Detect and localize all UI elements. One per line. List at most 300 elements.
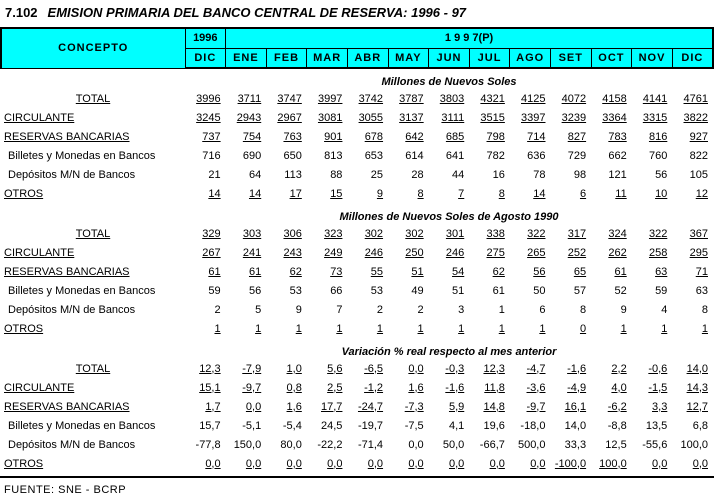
cell-value: [185, 435, 226, 454]
row-label: [1, 454, 185, 473]
cell-value: [388, 300, 429, 319]
cell-value: [469, 397, 510, 416]
cell-value: [307, 359, 348, 378]
cell-value-text: -9,7: [526, 400, 546, 413]
cell-value: [307, 397, 348, 416]
cell-value: [429, 378, 470, 397]
cell-value-text: 24,5: [321, 419, 343, 432]
cell-value-text: 4072: [561, 92, 587, 105]
cell-value: [510, 281, 551, 300]
row-label-text: OTROS: [4, 187, 44, 200]
cell-value-text: 17,7: [321, 400, 343, 413]
cell-value: [185, 281, 226, 300]
cell-value: [347, 184, 388, 203]
row-label-text: Billetes y Monedas en Bancos: [8, 419, 156, 432]
row-label-text: TOTAL: [75, 362, 111, 375]
section-title-spacer: [1, 203, 185, 224]
cell-value-text: 295: [689, 246, 708, 259]
cell-value: [510, 243, 551, 262]
cell-value: [226, 146, 267, 165]
cell-value: [672, 243, 713, 262]
cell-value: [510, 300, 551, 319]
cell-value-text: 14: [208, 187, 221, 200]
cell-value-text: 10: [655, 187, 668, 200]
cell-value: [591, 300, 632, 319]
month-header: OCT: [591, 48, 632, 68]
cell-value: [429, 300, 470, 319]
cell-value-text: 324: [608, 227, 627, 240]
cell-value-text: 685: [445, 130, 465, 143]
cell-value: [429, 127, 470, 146]
cell-value: [550, 416, 591, 435]
cell-value-text: 61: [248, 265, 262, 278]
cell-value-text: 14,3: [686, 381, 708, 394]
row-label-text: CIRCULANTE: [4, 111, 75, 124]
cell-value-text: 6: [539, 303, 546, 316]
cell-value: [469, 416, 510, 435]
row-label-text: TOTAL: [75, 92, 111, 105]
row-label: [1, 262, 185, 281]
cell-value: [672, 454, 713, 473]
source-note: FUENTE: SNE - BCRP: [4, 484, 127, 496]
cell-value: [226, 224, 267, 243]
cell-value-text: 59: [208, 284, 221, 297]
cell-value: [429, 416, 470, 435]
cell-value: [347, 146, 388, 165]
cell-value: [185, 262, 226, 281]
cell-value-text: 782: [486, 149, 505, 162]
month-header: AGO: [510, 48, 551, 68]
cell-value: [388, 108, 429, 127]
cell-value: [672, 165, 713, 184]
cell-value-text: 729: [567, 149, 587, 162]
cell-value: [226, 319, 267, 338]
table-row: [1, 281, 713, 300]
table-row: [1, 89, 713, 108]
cell-value-text: 2: [417, 303, 424, 316]
cell-value: [307, 89, 348, 108]
cell-value-text: 1: [498, 322, 505, 335]
cell-value: [632, 435, 673, 454]
cell-value: [347, 416, 388, 435]
cell-value: [550, 243, 591, 262]
cell-value-text: 9: [376, 187, 384, 200]
cell-value-text: 3,3: [652, 400, 668, 413]
cell-value-text: 760: [648, 149, 668, 162]
cell-value-text: 2: [376, 303, 384, 316]
row-label: [1, 184, 185, 203]
cell-value: [510, 127, 551, 146]
cell-value-text: 71: [695, 265, 708, 278]
cell-value: [632, 454, 673, 473]
cell-value-text: 78: [533, 168, 546, 181]
cell-value-text: -5,4: [282, 419, 302, 432]
cell-value: [307, 319, 348, 338]
row-label-text: OTROS: [4, 322, 44, 335]
cell-value-text: 4158: [602, 92, 627, 105]
cell-value: [347, 300, 388, 319]
cell-value-text: 678: [364, 130, 384, 143]
cell-value: [510, 184, 551, 203]
cell-value-text: 1: [661, 322, 668, 335]
row-label-text: Billetes y Monedas en Bancos: [8, 149, 156, 162]
month-header: JUN: [429, 48, 470, 68]
cell-value: [347, 108, 388, 127]
cell-value-text: 3996: [196, 92, 221, 105]
cell-value-text: 73: [330, 265, 343, 278]
cell-value: [672, 378, 713, 397]
cell-value-text: 21: [208, 168, 221, 181]
row-label: [1, 435, 185, 454]
cell-value: [469, 108, 510, 127]
cell-value-text: 14: [248, 187, 262, 200]
cell-value-text: 0,0: [530, 457, 546, 470]
cell-value: [307, 146, 348, 165]
cell-value: [266, 184, 307, 203]
cell-value: [591, 262, 632, 281]
cell-value-text: -100,0: [554, 457, 587, 470]
row-label-text: CIRCULANTE: [4, 381, 75, 394]
cell-value-text: -7,5: [404, 419, 424, 432]
cell-value-text: 614: [405, 149, 424, 162]
cell-value-text: 66: [330, 284, 343, 297]
cell-value: [347, 378, 388, 397]
cell-value: [266, 89, 307, 108]
cell-value: [550, 397, 591, 416]
cell-value: [307, 127, 348, 146]
cell-value: [672, 281, 713, 300]
cell-value-text: 1: [255, 322, 262, 335]
cell-value: [632, 281, 673, 300]
cell-value: [307, 165, 348, 184]
cell-value-text: 3803: [439, 92, 465, 105]
cell-value-text: 5,9: [448, 400, 465, 413]
cell-value: [347, 224, 388, 243]
cell-value-text: 44: [452, 168, 465, 181]
cell-value-text: 3: [458, 303, 465, 316]
cell-value: [185, 454, 226, 473]
cell-value-text: -7,9: [242, 362, 262, 375]
cell-value: [591, 378, 632, 397]
cell-value-text: 0,0: [245, 400, 262, 413]
cell-value: [266, 416, 307, 435]
cell-value-text: -0,3: [445, 362, 465, 375]
cell-value-text: 14,0: [686, 362, 708, 375]
cell-value: [226, 416, 267, 435]
section-title-spacer: [1, 68, 185, 89]
table-body: [1, 68, 713, 473]
table-header: [1, 28, 713, 68]
cell-value-text: 5,6: [327, 362, 343, 375]
page-title: [0, 0, 714, 20]
cell-value-text: 150,0: [233, 438, 262, 451]
row-label-text: Depósitos M/N de Bancos: [8, 168, 136, 181]
cell-value: [347, 165, 388, 184]
row-label-text: CIRCULANTE: [4, 246, 75, 259]
cell-value: [266, 243, 307, 262]
month-header: DIC: [185, 48, 226, 68]
cell-value: [469, 359, 510, 378]
cell-value: [510, 165, 551, 184]
cell-value: [632, 146, 673, 165]
table-row: [1, 378, 713, 397]
cell-value: [550, 454, 591, 473]
row-label: [1, 89, 185, 108]
cell-value: [672, 224, 713, 243]
month-header: JUL: [469, 48, 510, 68]
cell-value: [550, 319, 591, 338]
cell-value: [632, 359, 673, 378]
cell-value-text: 12,7: [686, 400, 708, 413]
cell-value: [185, 184, 226, 203]
cell-value: [429, 359, 470, 378]
cell-value: [510, 108, 551, 127]
cell-value: [307, 262, 348, 281]
cell-value-text: 12,5: [605, 438, 627, 451]
cell-value: [185, 319, 226, 338]
section-title: Variación % real respecto al mes anterior: [341, 346, 557, 358]
cell-value: [672, 359, 713, 378]
table-row: [1, 435, 713, 454]
cell-value: [550, 165, 591, 184]
month-header: FEB: [266, 48, 307, 68]
cell-value-text: -6,2: [607, 400, 627, 413]
cell-value-text: 0,0: [408, 438, 424, 451]
cell-value: [347, 435, 388, 454]
cell-value: [510, 319, 551, 338]
cell-value-text: 1,6: [408, 381, 424, 394]
table-row: [1, 127, 713, 146]
cell-value: [632, 319, 673, 338]
cell-value-text: 249: [324, 246, 343, 259]
cell-value: [429, 108, 470, 127]
cell-value-text: 306: [283, 227, 302, 240]
cell-value: [550, 108, 591, 127]
cell-value: [388, 416, 429, 435]
cell-value-text: 246: [364, 246, 384, 259]
cell-value: [632, 165, 673, 184]
row-label: [1, 146, 185, 165]
cell-value: [591, 454, 632, 473]
cell-value-text: 6: [579, 187, 587, 200]
cell-value: [347, 319, 388, 338]
cell-value-text: 816: [648, 130, 668, 143]
cell-value: [429, 89, 470, 108]
cell-value: [388, 319, 429, 338]
cell-value-text: 15,7: [199, 419, 221, 432]
cell-value: [591, 416, 632, 435]
cell-value: [550, 146, 591, 165]
cell-value: [510, 89, 551, 108]
cell-value: [510, 359, 551, 378]
cell-value: [429, 262, 470, 281]
cell-value-text: 3055: [358, 111, 384, 124]
cell-value-text: 262: [608, 246, 627, 259]
cell-value: [266, 378, 307, 397]
cell-value: [388, 127, 429, 146]
cell-value: [469, 243, 510, 262]
cell-value: [672, 146, 713, 165]
cell-value-text: 14,8: [483, 400, 505, 413]
row-label: [1, 359, 185, 378]
cell-value-text: 65: [573, 265, 587, 278]
cell-value-text: 0,0: [286, 457, 302, 470]
cell-value-text: 55: [370, 265, 384, 278]
cell-value: [469, 262, 510, 281]
cell-value-text: 0,0: [652, 457, 668, 470]
cell-value: [550, 281, 591, 300]
cell-value-text: 61: [614, 265, 627, 278]
cell-value: [632, 262, 673, 281]
cell-value-text: 0,8: [286, 381, 302, 394]
cell-value: [226, 454, 267, 473]
cell-value-text: -9,7: [242, 381, 262, 394]
cell-value-text: 301: [445, 227, 465, 240]
cell-value-text: 303: [242, 227, 262, 240]
cell-value-text: -1,2: [364, 381, 384, 394]
cell-value: [632, 300, 673, 319]
table-number: 7.102: [5, 5, 38, 20]
month-header: SET: [550, 48, 591, 68]
cell-value-text: 3822: [683, 111, 708, 124]
cell-value: [429, 184, 470, 203]
cell-value-text: -7,3: [404, 400, 424, 413]
cell-value-text: 1: [539, 322, 546, 335]
cell-value-text: 9: [620, 303, 627, 316]
cell-value-text: -71,4: [357, 438, 384, 451]
cell-value-text: 500,0: [517, 438, 546, 451]
cell-value: [266, 435, 307, 454]
cell-value: [591, 108, 632, 127]
cell-value: [388, 454, 429, 473]
cell-value-text: 252: [567, 246, 587, 259]
cell-value-text: 62: [492, 265, 505, 278]
row-label: [1, 397, 185, 416]
cell-value-text: 754: [242, 130, 262, 143]
cell-value-text: 4,0: [611, 381, 627, 394]
month-header: MAY: [388, 48, 429, 68]
cell-value-text: 250: [405, 246, 424, 259]
cell-value-text: 2: [214, 303, 221, 316]
cell-value-text: -55,6: [642, 438, 668, 451]
cell-value-text: -66,7: [479, 438, 505, 451]
cell-value: [591, 435, 632, 454]
cell-value-text: -5,1: [242, 419, 262, 432]
cell-value: [388, 359, 429, 378]
cell-value-text: 690: [242, 149, 262, 162]
cell-value-text: 3245: [196, 111, 221, 124]
cell-value-text: 3787: [399, 92, 424, 105]
cell-value-text: 783: [608, 130, 627, 143]
cell-value: [550, 435, 591, 454]
cell-value-text: -6,5: [364, 362, 384, 375]
cell-value-text: 323: [324, 227, 343, 240]
cell-value-text: 113: [284, 168, 302, 181]
cell-value: [185, 397, 226, 416]
cell-value-text: 11: [615, 187, 627, 200]
cell-value: [429, 146, 470, 165]
cell-value: [510, 378, 551, 397]
cell-value-text: 0,0: [448, 457, 465, 470]
cell-value: [591, 281, 632, 300]
cell-value-text: 0,0: [327, 457, 343, 470]
cell-value: [550, 378, 591, 397]
cell-value: [307, 243, 348, 262]
cell-value: [307, 300, 348, 319]
cell-value-text: -22,2: [317, 438, 343, 451]
cell-value-text: 5: [255, 303, 262, 316]
cell-value-text: 714: [527, 130, 546, 143]
cell-value: [226, 435, 267, 454]
concepto-header: CONCEPTO: [1, 28, 185, 68]
cell-value-text: 827: [567, 130, 587, 143]
cell-value: [266, 454, 307, 473]
cell-value-text: 3711: [237, 92, 262, 105]
row-label: [1, 127, 185, 146]
cell-value-text: 1,0: [286, 362, 302, 375]
year-1997-header: 1 9 9 7(P): [226, 28, 713, 48]
cell-value: [388, 435, 429, 454]
cell-value-text: 927: [689, 130, 708, 143]
emission-table: [0, 27, 714, 473]
cell-value-text: 1: [458, 322, 465, 335]
cell-value: [550, 359, 591, 378]
cell-value: [185, 108, 226, 127]
cell-value: [388, 378, 429, 397]
cell-value: [185, 146, 226, 165]
cell-value-text: 0,0: [367, 457, 384, 470]
cell-value-text: -3,6: [526, 381, 546, 394]
table-row: [1, 359, 713, 378]
cell-value: [226, 165, 267, 184]
cell-value: [266, 146, 307, 165]
section-title-row: [1, 338, 713, 359]
cell-value-text: 4141: [642, 92, 668, 105]
cell-value-text: 61: [492, 284, 505, 297]
table-title-text: EMISION PRIMARIA DEL BANCO CENTRAL DE RESERVA: 1996 - 97: [47, 5, 467, 20]
cell-value: [672, 319, 713, 338]
cell-value-text: 4321: [480, 92, 505, 105]
cell-value: [266, 127, 307, 146]
cell-value-text: 4: [661, 303, 668, 316]
cell-value: [307, 378, 348, 397]
cell-value-text: 338: [486, 227, 505, 240]
cell-value: [632, 378, 673, 397]
cell-value-text: 1: [417, 322, 424, 335]
table-row: [1, 108, 713, 127]
cell-value-text: 822: [689, 149, 708, 162]
cell-value-text: 3239: [561, 111, 587, 124]
cell-value-text: 275: [486, 246, 505, 259]
cell-value: [672, 108, 713, 127]
cell-value: [185, 224, 226, 243]
cell-value: [591, 397, 632, 416]
cell-value-text: 9: [295, 303, 302, 316]
cell-value-text: 28: [411, 168, 424, 181]
cell-value: [591, 359, 632, 378]
row-label: [1, 300, 185, 319]
cell-value: [550, 224, 591, 243]
cell-value: [469, 224, 510, 243]
cell-value-text: 100,0: [680, 438, 708, 451]
cell-value: [632, 224, 673, 243]
section-title: Millones de Nuevos Soles de Agosto 1990: [339, 211, 559, 223]
row-label: [1, 378, 185, 397]
cell-value: [672, 262, 713, 281]
row-label: [1, 416, 185, 435]
cell-value-text: 15: [330, 187, 343, 200]
cell-value-text: 0,0: [408, 362, 424, 375]
